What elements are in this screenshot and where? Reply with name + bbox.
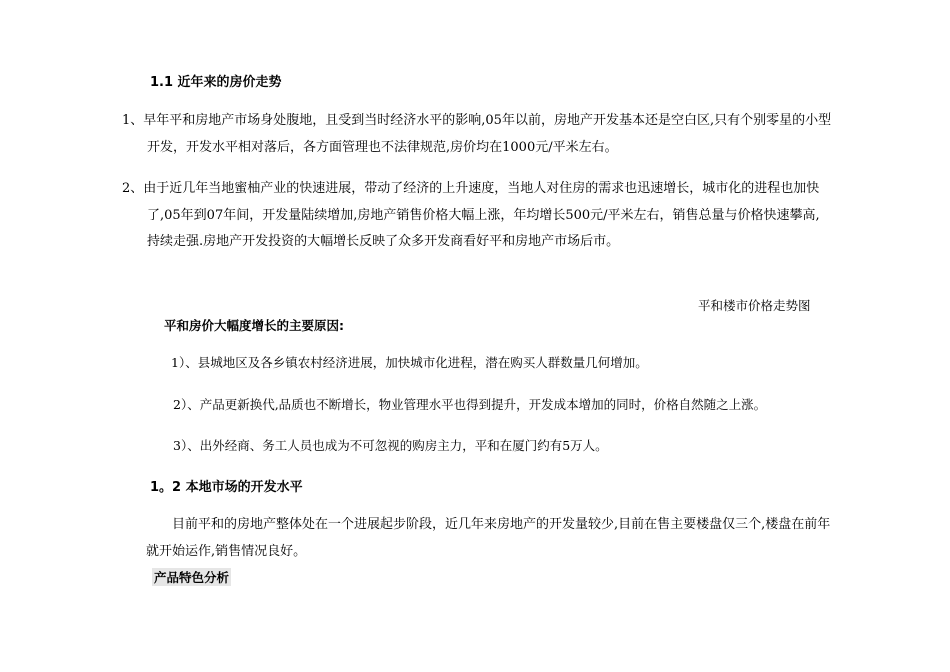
paragraph-2-line-3: 持续走强.房地产开发投资的大幅增长反映了众多开发商看好平和房地产市场后市。 xyxy=(147,234,620,249)
section-heading-price-trend: 1.1 近年来的房价走势 xyxy=(150,75,282,90)
section-heading-development-level: 1。2 本地市场的开发水平 xyxy=(150,480,303,495)
reasons-title: 平和房价大幅度增长的主要原因: xyxy=(164,318,344,333)
paragraph-2-line-2: 了,05年到07年间，开发量陆续增加,房地产销售价格大幅上涨，年均增长500元/平米左右，销售总量与价格快速攀高, xyxy=(147,208,820,223)
reason-item-2: 2）、产品更新换代,品质也不断增长，物业管理水平也得到提升，开发成本增加的同时，价格自然随之上涨。 xyxy=(173,397,767,412)
reason-item-3: 3）、出外经商、务工人员也成为不可忽视的购房主力，平和在厦门约有5万人。 xyxy=(173,438,608,453)
paragraph-1-line-1: 1、早年平和房地产市场身处腹地，且受到当时经济水平的影响,05年以前，房地产开发基本还是空白区,只有个别零星的小型 xyxy=(122,113,832,128)
subheading-product-features: 产品特色分析 xyxy=(154,570,230,585)
chart-caption: 平和楼市价格走势图 xyxy=(698,298,811,313)
paragraph-3-line-1: 目前平和的房地产整体处在一个进展起步阶段，近几年来房地产的开发量较少,目前在售主要楼盘仅三个,楼盘在前年 xyxy=(172,517,831,532)
paragraph-3-line-2: 就开始运作,销售情况良好。 xyxy=(146,544,307,559)
reason-item-1: 1）、县城地区及各乡镇农村经济进展，加快城市化进程，潜在购买人群数量几何增加。 xyxy=(171,355,648,370)
paragraph-2-line-1: 2、由于近几年当地蜜柚产业的快速进展，带动了经济的上升速度，当地人对住房的需求也迅速增长，城市化的进程也加快 xyxy=(122,181,820,196)
paragraph-1-line-2: 开发，开发水平相对落后，各方面管理也不法律规范,房价均在1000元/平米左右。 xyxy=(147,140,618,155)
